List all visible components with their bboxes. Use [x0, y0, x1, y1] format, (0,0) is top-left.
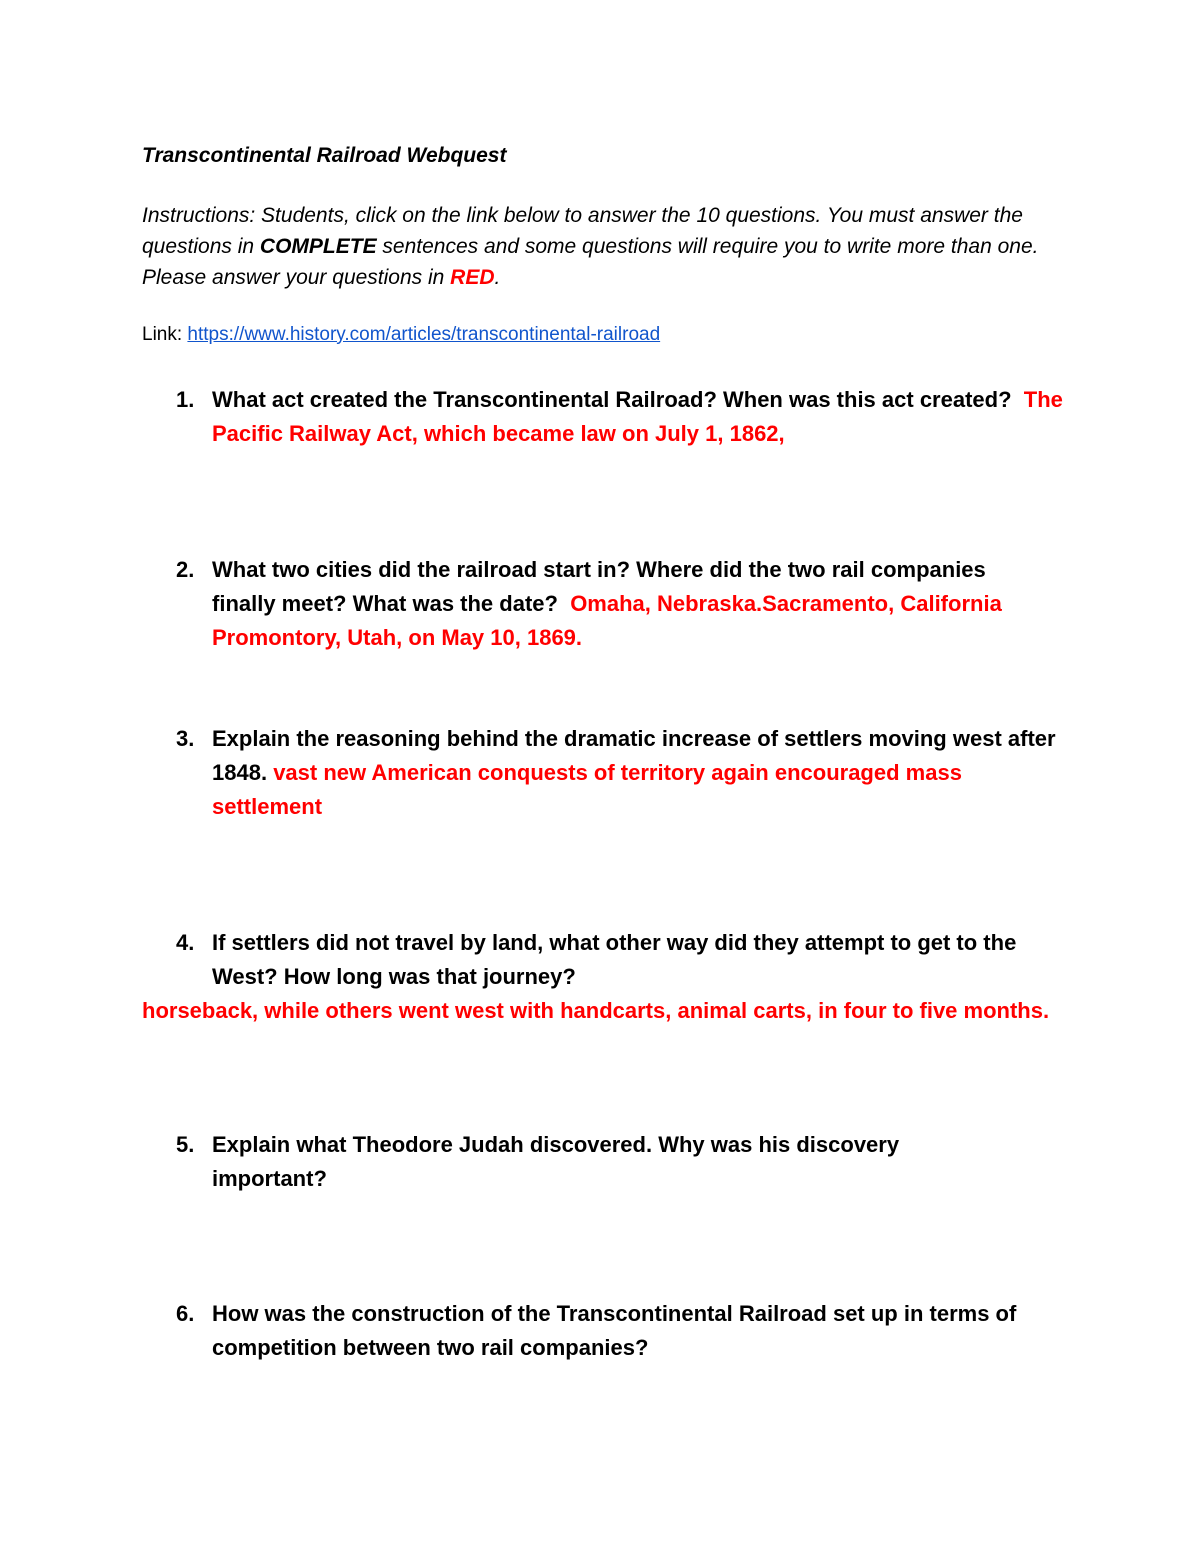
instructions-complete-emphasis: COMPLETE [259, 235, 377, 258]
answer-text: Omaha, Nebraska.Sacramento, California Promontory, Utah, on May 10, 1869. [212, 591, 1002, 650]
instructions-red-emphasis: RED [450, 266, 495, 289]
question-body [212, 383, 1072, 451]
question-text: Explain the reasoning behind the dramatic increase of settlers moving west after 1848. [212, 726, 1056, 785]
answer-text: The Pacific Railway Act, which became law on July 1, 1862, [212, 387, 1063, 446]
instructions-text-1: Instructions: Students, click on the link below to answer the 10 questions. You must answer the questions in [142, 204, 1023, 258]
history-article-link[interactable]: https://www.history.com/articles/transcontinental-railroad [187, 324, 661, 345]
question-number: 5. [176, 1132, 195, 1157]
question-number: 1. [176, 387, 195, 412]
question-number: 6. [176, 1301, 195, 1326]
question-text: What two cities did the railroad start in? Where did the two rail companies finally meet? What was the date? [212, 557, 986, 616]
question-number: 2. [176, 557, 195, 582]
question-5 [142, 1128, 1072, 1196]
question-number: 3. [176, 726, 195, 751]
answer-4-text: horseback, while others went west with handcarts, animal carts, in four to five months. [142, 998, 1050, 1023]
instructions-text-3: . [494, 266, 501, 289]
document-title: Transcontinental Railroad Webquest [142, 144, 507, 167]
question-2 [142, 553, 1072, 655]
question-3 [142, 722, 1072, 824]
instructions-paragraph [142, 200, 1072, 293]
question-body [212, 722, 1072, 824]
question-text: What act created the Transcontinental Railroad? When was this act created? [212, 387, 1012, 412]
instructions-text-2: sentences and some questions will require you to write more than one. Please answer your questions in [142, 235, 1039, 289]
question-body: Explain what Theodore Judah discovered. Why was his discovery important? [212, 1132, 900, 1191]
link-line [142, 322, 660, 348]
question-6 [142, 1297, 1072, 1365]
question-body: If settlers did not travel by land, what other way did they attempt to get to the West? How long was that journey? [212, 930, 1017, 989]
question-number: 4. [176, 930, 195, 955]
question-body [212, 553, 1012, 655]
question-1 [142, 383, 1072, 451]
question-body: How was the construction of the Transcontinental Railroad set up in terms of competition between two rail companies? [212, 1301, 1017, 1360]
link-label: Link: [142, 324, 188, 345]
answer-text: vast new American conquests of territory again encouraged mass settlement [212, 760, 962, 819]
question-4 [142, 926, 1072, 994]
